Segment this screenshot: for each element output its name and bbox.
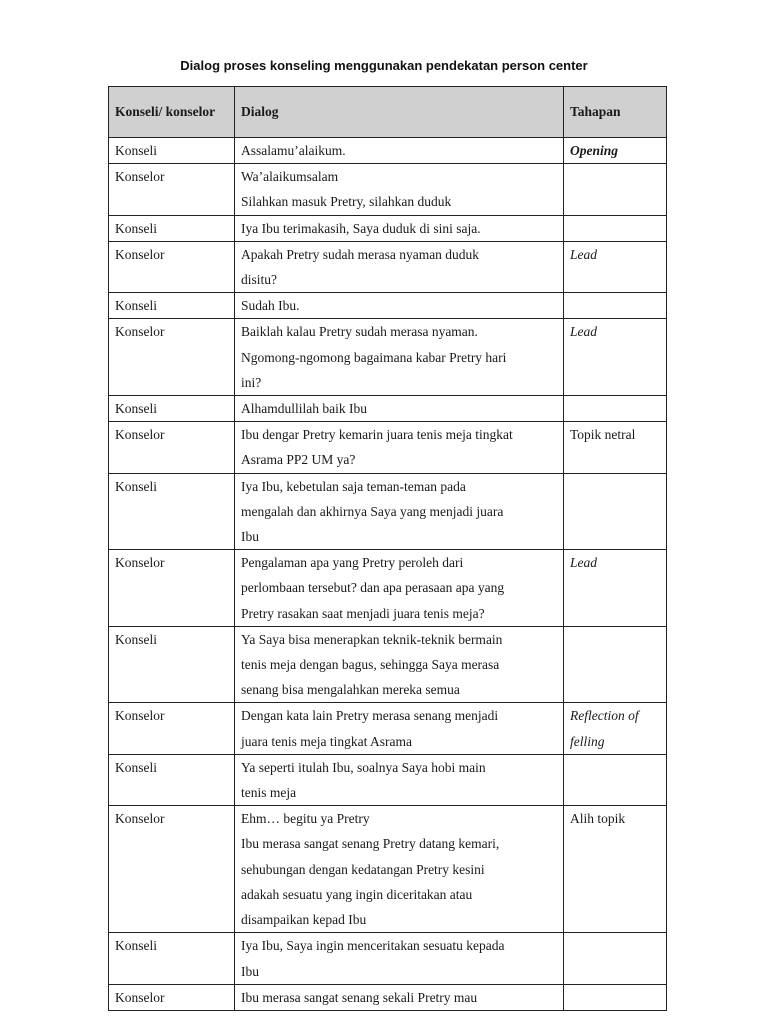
stage-cell — [564, 293, 667, 319]
dialog-line: Apakah Pretry sudah merasa nyaman duduk — [241, 246, 480, 262]
dialog-line: Ya Saya bisa menerapkan teknik-teknik bermain — [241, 631, 503, 647]
dialog-line: Pengalaman apa yang Pretry peroleh dari — [241, 555, 464, 571]
table-row — [109, 164, 667, 215]
speaker-cell: Konselor — [109, 319, 235, 396]
dialog-line: Alhamdullilah baik Ibu — [241, 401, 367, 417]
dialog-line: Ibu — [241, 963, 259, 979]
header-dialog: Dialog — [235, 87, 564, 138]
speaker-cell: Konseli — [109, 754, 235, 805]
dialog-cell — [235, 626, 564, 703]
stage-cell — [564, 933, 667, 984]
dialog-line: tenis meja dengan bagus, sehingga Saya merasa — [241, 657, 500, 673]
dialog-cell — [235, 806, 564, 933]
dialog-line: ini? — [241, 374, 262, 390]
table-row — [109, 396, 667, 422]
speaker-cell: Konseli — [109, 626, 235, 703]
speaker-cell: Konselor — [109, 422, 235, 473]
dialog-line: Sudah Ibu. — [241, 298, 300, 314]
dialog-cell — [235, 703, 564, 754]
stage-cell: Lead — [564, 319, 667, 396]
dialog-cell — [235, 241, 564, 292]
dialog-line: Iya Ibu, kebetulan saja teman-teman pada — [241, 478, 466, 494]
table-row — [109, 984, 667, 1010]
stage-cell: Reflection of felling — [564, 703, 667, 754]
table-row — [109, 754, 667, 805]
dialog-table — [108, 86, 667, 1011]
dialog-line: Dengan kata lain Pretry merasa senang menjadi — [241, 708, 499, 724]
dialog-line: Ya seperti itulah Ibu, soalnya Saya hobi main — [241, 759, 486, 775]
table-row — [109, 550, 667, 627]
speaker-cell: Konseli — [109, 933, 235, 984]
stage-cell: Opening — [564, 138, 667, 164]
dialog-line: Iya Ibu, Saya ingin menceritakan sesuatu kepada — [241, 938, 505, 954]
dialog-line: Assalamu’alaikum. — [241, 143, 346, 158]
dialog-line: Ibu — [241, 529, 259, 545]
header-stage: Tahapan — [564, 87, 667, 138]
table-row — [109, 138, 667, 164]
dialog-cell — [235, 396, 564, 422]
dialog-line: disampaikan kepad Ibu — [241, 912, 367, 928]
speaker-cell: Konseli — [109, 473, 235, 550]
stage-cell — [564, 473, 667, 550]
dialog-line: tenis meja — [241, 785, 297, 801]
speaker-cell: Konselor — [109, 984, 235, 1010]
dialog-cell — [235, 293, 564, 319]
stage-cell — [564, 754, 667, 805]
dialog-line: perlombaan tersebut? dan apa perasaan apa yang — [241, 580, 505, 596]
table-row — [109, 293, 667, 319]
dialog-cell — [235, 215, 564, 241]
stage-cell: Topik netral — [564, 422, 667, 473]
document-title: Dialog proses konseling menggunakan pendekatan person center — [180, 58, 588, 73]
dialog-line: Ibu merasa sangat senang sekali Pretry mau — [241, 989, 478, 1005]
table-row — [109, 215, 667, 241]
dialog-line: Silahkan masuk Pretry, silahkan duduk — [241, 194, 452, 210]
speaker-cell: Konselor — [109, 550, 235, 627]
dialog-cell — [235, 933, 564, 984]
dialog-cell — [235, 422, 564, 473]
dialog-cell — [235, 473, 564, 550]
stage-cell: Lead — [564, 550, 667, 627]
dialog-line: juara tenis meja tingkat Asrama — [241, 733, 412, 749]
table-row — [109, 319, 667, 396]
header-speaker: Konseli/ konselor — [109, 87, 235, 138]
dialog-cell — [235, 319, 564, 396]
dialog-line: mengalah dan akhirnya Saya yang menjadi juara — [241, 503, 504, 519]
speaker-cell: Konselor — [109, 164, 235, 215]
dialog-cell — [235, 164, 564, 215]
dialog-line: disitu? — [241, 272, 277, 288]
stage-cell — [564, 164, 667, 215]
dialog-line: Wa’alaikumsalam — [241, 169, 339, 185]
dialog-line: Ibu merasa sangat senang Pretry datang kemari, — [241, 836, 500, 852]
dialog-line: Ngomong-ngomong bagaimana kabar Pretry hari — [241, 349, 507, 365]
dialog-line: adakah sesuatu yang ingin diceritakan atau — [241, 886, 473, 902]
speaker-cell: Konseli — [109, 293, 235, 319]
table-row — [109, 626, 667, 703]
dialog-line: Iya Ibu terimakasih, Saya duduk di sini saja. — [241, 220, 481, 236]
dialog-line: Ibu dengar Pretry kemarin juara tenis meja tingkat — [241, 427, 513, 443]
table-row — [109, 703, 667, 754]
table-row — [109, 473, 667, 550]
dialog-cell — [235, 138, 564, 164]
stage-cell: Lead — [564, 241, 667, 292]
stage-cell — [564, 215, 667, 241]
speaker-cell: Konseli — [109, 215, 235, 241]
table-row — [109, 933, 667, 984]
dialog-line: sehubungan dengan kedatangan Pretry kesini — [241, 861, 485, 877]
speaker-cell: Konseli — [109, 396, 235, 422]
stage-cell — [564, 984, 667, 1010]
dialog-cell — [235, 550, 564, 627]
table-row — [109, 422, 667, 473]
dialog-cell — [235, 754, 564, 805]
stage-cell — [564, 626, 667, 703]
table-row — [109, 241, 667, 292]
speaker-cell: Konselor — [109, 703, 235, 754]
dialog-line: senang bisa mengalahkan mereka semua — [241, 682, 460, 698]
dialog-cell — [235, 984, 564, 1010]
dialog-line: Baiklah kalau Pretry sudah merasa nyaman. — [241, 324, 478, 340]
table-header-row — [109, 87, 667, 138]
speaker-cell: Konselor — [109, 241, 235, 292]
dialog-line: Ehm… begitu ya Pretry — [241, 811, 370, 827]
speaker-cell: Konselor — [109, 806, 235, 933]
dialog-table-body — [109, 138, 667, 1011]
dialog-line: Pretry rasakan saat menjadi juara tenis meja? — [241, 605, 485, 621]
speaker-cell: Konseli — [109, 138, 235, 164]
dialog-line: Asrama PP2 UM ya? — [241, 452, 356, 468]
stage-cell — [564, 396, 667, 422]
stage-cell: Alih topik — [564, 806, 667, 933]
table-row — [109, 806, 667, 933]
